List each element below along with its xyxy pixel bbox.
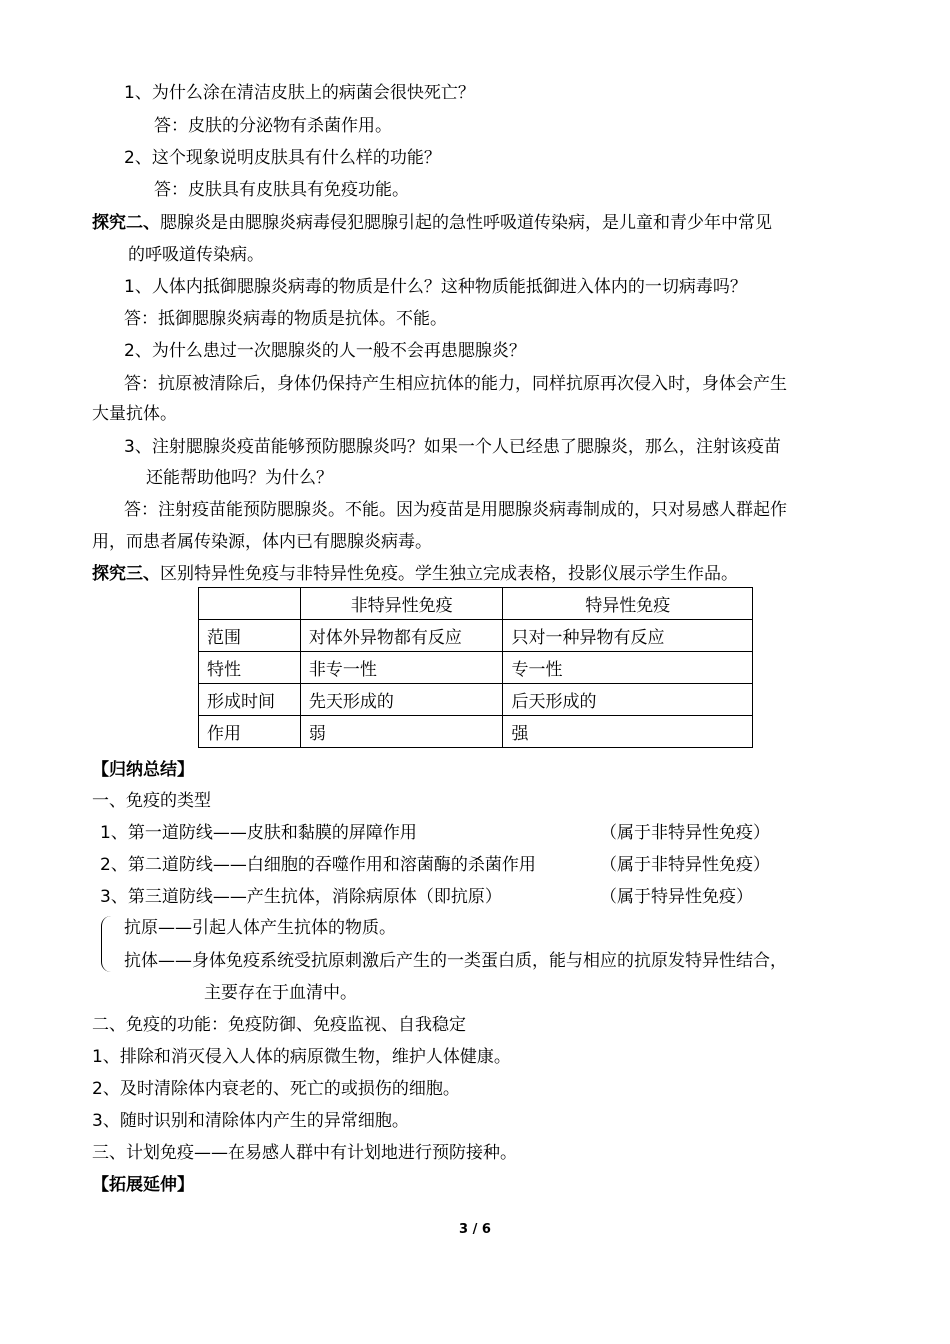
table-cell: 弱 xyxy=(300,716,503,748)
table-row xyxy=(199,620,753,652)
answer-2: 答：皮肤具有皮肤具有免疫功能。 xyxy=(154,180,409,200)
defense-line-3-note: （属于特异性免疫） xyxy=(600,887,753,907)
explore-2-question-2: 2、为什么患过一次腮腺炎的人一般不会再患腮腺炎？ xyxy=(124,341,526,361)
question-2: 2、这个现象说明皮肤具有什么样的功能？ xyxy=(124,148,441,168)
summary-section-2: 二、免疫的功能：免疫防御、免疫监视、自我稳定 xyxy=(92,1015,466,1035)
table-cell: 专一性 xyxy=(503,652,753,684)
explore-2-text: 腮腺炎是由腮腺炎病毒侵犯腮腺引起的急性呼吸道传染病，是儿童和青少年中常见 xyxy=(160,213,772,233)
explore-2-answer-3: 答：注射疫苗能预防腮腺炎。不能。因为疫苗是用腮腺炎病毒制成的，只对易感人群起作 xyxy=(124,500,787,520)
immunity-comparison-table xyxy=(198,587,753,748)
summary-section-3: 三、计划免疫——在易感人群中有计划地进行预防接种。 xyxy=(92,1143,517,1163)
defense-line-2-note: （属于非特异性免疫） xyxy=(600,855,770,875)
function-2: 2、及时清除体内衰老的、死亡的或损伤的细胞。 xyxy=(92,1079,460,1099)
table-cell: 特性 xyxy=(199,652,301,684)
summary-section-1: 一、免疫的类型 xyxy=(92,791,211,811)
question-1: 1、为什么涂在清洁皮肤上的病菌会很快死亡？ xyxy=(124,83,475,103)
table-cell: 只对一种异物有反应 xyxy=(503,620,753,652)
explore-2-answer-2: 答：抗原被清除后，身体仍保持产生相应抗体的能力，同样抗原再次侵入时，身体会产生 xyxy=(124,374,787,394)
table-row xyxy=(199,652,753,684)
table-header-row xyxy=(199,588,753,620)
table-header-cell xyxy=(199,588,301,620)
table-cell: 强 xyxy=(503,716,753,748)
summary-title: 【归纳总结】 xyxy=(92,760,194,780)
table-cell: 非专一性 xyxy=(300,652,503,684)
defense-line-1: 1、第一道防线——皮肤和黏膜的屏障作用 xyxy=(100,823,417,843)
explore-2-question-3-cont: 还能帮助他吗？为什么？ xyxy=(146,468,333,488)
table-cell: 范围 xyxy=(199,620,301,652)
explore-3-text: 区别特异性免疫与非特异性免疫。学生独立完成表格，投影仪展示学生作品。 xyxy=(160,564,738,584)
table-header-cell: 非特异性免疫 xyxy=(300,588,503,620)
explore-2-answer-3-cont: 用，而患者属传染源，体内已有腮腺炎病毒。 xyxy=(92,532,432,552)
explore-2-text-cont: 的呼吸道传染病。 xyxy=(128,245,264,265)
table-row xyxy=(199,716,753,748)
explore-2-answer-1: 答：抵御腮腺炎病毒的物质是抗体。不能。 xyxy=(124,309,447,329)
explore-3-label: 探究三、 xyxy=(92,564,160,584)
antibody-definition-cont: 主要存在于血清中。 xyxy=(204,983,357,1003)
extend-title: 【拓展延伸】 xyxy=(92,1175,194,1195)
defense-line-1-note: （属于非特异性免疫） xyxy=(600,823,770,843)
explore-2 xyxy=(92,211,772,235)
table-cell: 先天形成的 xyxy=(300,684,503,716)
explore-2-question-3: 3、注射腮腺炎疫苗能够预防腮腺炎吗？如果一个人已经患了腮腺炎，那么，注射该疫苗 xyxy=(124,437,781,457)
page-number: 3 / 6 xyxy=(459,1222,491,1237)
explore-3 xyxy=(92,562,738,586)
function-3: 3、随时识别和清除体内产生的异常细胞。 xyxy=(92,1111,409,1131)
defense-line-3: 3、第三道防线——产生抗体，消除病原体（即抗原） xyxy=(100,887,502,907)
answer-1: 答：皮肤的分泌物有杀菌作用。 xyxy=(154,116,392,136)
brace-bracket xyxy=(101,916,112,972)
table-cell: 作用 xyxy=(199,716,301,748)
function-1: 1、排除和消灭侵入人体的病原微生物，维护人体健康。 xyxy=(92,1047,511,1067)
table-header-cell: 特异性免疫 xyxy=(503,588,753,620)
explore-2-label: 探究二、 xyxy=(92,213,160,233)
explore-2-answer-2-cont: 大量抗体。 xyxy=(92,404,177,424)
defense-line-2: 2、第二道防线——白细胞的吞噬作用和溶菌酶的杀菌作用 xyxy=(100,855,536,875)
table-cell: 后天形成的 xyxy=(503,684,753,716)
table-cell: 形成时间 xyxy=(199,684,301,716)
antibody-definition: 抗体——身体免疫系统受抗原刺激后产生的一类蛋白质，能与相应的抗原发特异性结合， xyxy=(124,951,787,971)
table-cell: 对体外异物都有反应 xyxy=(300,620,503,652)
explore-2-question-1: 1、人体内抵御腮腺炎病毒的物质是什么？这种物质能抵御进入体内的一切病毒吗？ xyxy=(124,277,747,297)
antigen-definition: 抗原——引起人体产生抗体的物质。 xyxy=(124,918,396,938)
table-row xyxy=(199,684,753,716)
